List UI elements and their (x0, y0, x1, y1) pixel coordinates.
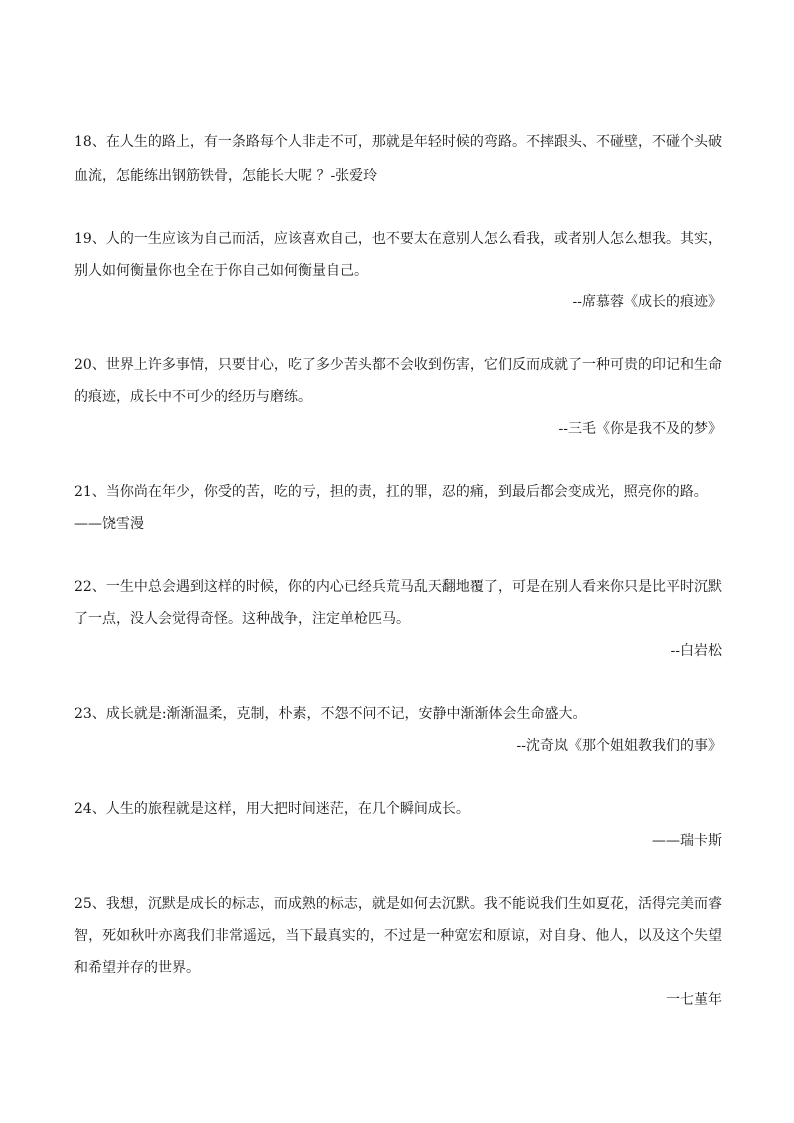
quote-attribution: ——瑞卡斯 (652, 833, 722, 849)
quote-line: 了一点，没人会觉得奇怪。这种战争，注定单枪匹马。 (74, 611, 410, 627)
quote-line: 和希望并存的世界。 (74, 960, 200, 976)
quote-line: 的痕迹，成长中不可少的经历与磨练。 (74, 389, 312, 405)
quote-line: 别人如何衡量你也全在于你自己如何衡量自己。 (74, 263, 368, 279)
quote-attribution: 一七堇年 (666, 992, 722, 1008)
quote-attribution: --白岩松 (670, 643, 722, 659)
quote-attribution: --席慕蓉《成长的痕迹》 (572, 294, 722, 310)
quote-line: 21、当你尚在年少，你受的苦，吃的亏，担的责，扛的罪，忍的痛，到最后都会变成光，照亮你的路。 (74, 484, 708, 500)
quote-line: 智，死如秋叶亦离我们非常遥远，当下最真实的，不过是一种宽宏和原谅，对自身、他人，以及这个失望 (74, 928, 722, 944)
quote-line: 20、世界上许多事情，只要甘心，吃了多少苦头都不会收到伤害，它们反而成就了一种可贵的印记和生命 (74, 357, 722, 373)
quote-line: 24、人生的旅程就是这样，用大把时间迷茫，在几个瞬间成长。 (74, 801, 470, 817)
quote-line: 25、我想，沉默是成长的标志，而成熟的标志，就是如何去沉默。我不能说我们生如夏花，活得完美而睿 (74, 896, 722, 912)
quote-attribution: --沈奇岚《那个姐姐教我们的事》 (516, 738, 722, 754)
quote-line: 22、一生中总会遇到这样的时候，你的内心已经兵荒马乱天翻地覆了，可是在别人看来你只是比平时沉默 (74, 579, 722, 595)
quote-line: 23、成长就是:渐渐温柔，克制，朴素，不怨不问不记，安静中渐渐体会生命盛大。 (74, 706, 587, 722)
quote-attribution: --三毛《你是我不及的梦》 (558, 421, 722, 437)
quote-line: 18、在人生的路上，有一条路每个人非走不可，那就是年轻时候的弯路。不摔跟头、不碰壁，不碰个头破 (74, 134, 722, 150)
quote-line: ——饶雪漫 (74, 516, 144, 532)
quote-line: 19、人的一生应该为自己而活，应该喜欢自己，也不要太在意别人怎么看我，或者别人怎么想我。其实， (74, 231, 722, 247)
quote-line: 血流，怎能练出钢筋铁骨，怎能长大呢 ？-张爱玲 (74, 168, 378, 184)
